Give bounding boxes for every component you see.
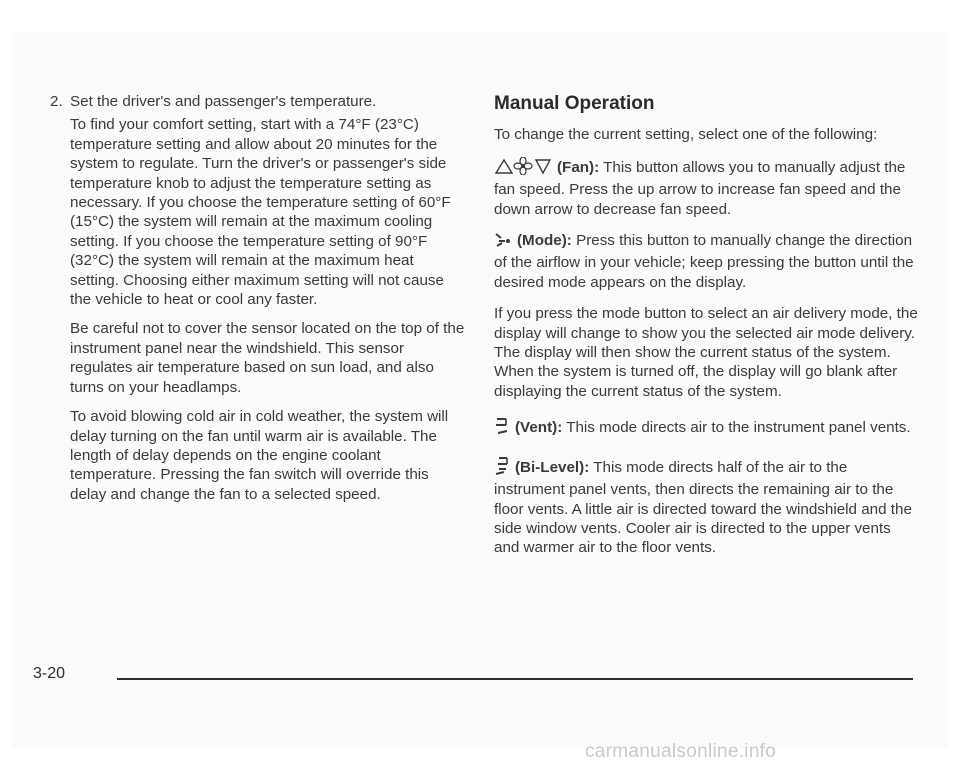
page-number: 3-20 <box>33 665 66 682</box>
fan-paragraph <box>494 157 919 219</box>
vent-paragraph <box>494 417 919 440</box>
bilevel-icon <box>494 457 510 480</box>
bilevel-text: This mode directs half of the air to the instrument panel vents, then directs the remaining air to the floor vents. A little air is directed toward the windshield and the side window vents. Cooler air is directed to the upper vents and warmer air to the floor vents. <box>494 458 912 557</box>
sensor-paragraph: Be careful not to cover the sensor located on the top of the instrument panel near the windshield. This sensor regulates air temperature based on sun load, and also turns on your headlamps. <box>70 320 465 396</box>
section-heading: Manual Operation <box>494 93 655 114</box>
fan-text: This button allows you to manually adjust the fan speed. Press the up arrow to increase fan speed and the down arrow to decrease fan speed. <box>494 158 906 218</box>
cold-weather-paragraph: To avoid blowing cold air in cold weather, the system will delay turning on the fan until warm air is available. The length of delay depends on the engine coolant temperature. Pressing the fan switch will override this delay and change the fan to a selected speed. <box>70 408 449 503</box>
mode-label: (Mode): <box>517 232 572 250</box>
mode-delivery-paragraph: If you press the mode button to select an air delivery mode, the display will change to show you the selected air mode delivery. The display will then show the current status of the system. When the system is turned off, the display will go blank after displaying the current status of the system. <box>494 305 918 400</box>
vent-icon <box>494 417 510 440</box>
intro-paragraph: To change the current setting, select one of the following: <box>494 126 878 144</box>
step-number: 2. <box>50 93 63 110</box>
step-2 <box>50 92 465 111</box>
vent-label: (Vent): <box>515 419 563 437</box>
mode-text: Press this button to manually change the direction of the airflow in your vehicle; keep pressing the button until the desired mode appears on the display. <box>494 232 914 291</box>
mode-icon <box>494 232 512 253</box>
fan-icon <box>494 157 552 180</box>
vent-text: This mode directs air to the instrument panel vents. <box>566 419 911 437</box>
fan-label: (Fan): <box>557 158 600 176</box>
comfort-paragraph: To find your comfort setting, start with a 74°F (23°C) temperature setting and allow about 20 minutes for the system to regulate. Turn the driver's or passenger's side temperature knob to adjust the temperature setting as necessary. If you choose the temperature setting of 60°F (15°C) the system will remain at the maximum cooling setting. If you choose the temperature setting of 90°F (32°C) the system will remain at the maximum heat setting. Choosing either maximum setting will not cause the vehicle to heat or cool any faster. <box>70 116 451 309</box>
footer-rule <box>117 678 913 680</box>
mode-paragraph <box>494 231 919 292</box>
right-column <box>494 92 919 568</box>
bilevel-label: (Bi-Level): <box>515 458 590 476</box>
bilevel-paragraph <box>494 457 919 558</box>
left-column <box>50 92 465 514</box>
watermark: carmanualsonline.info <box>585 741 777 762</box>
step-title: Set the driver's and passenger's temperature. <box>70 93 377 110</box>
